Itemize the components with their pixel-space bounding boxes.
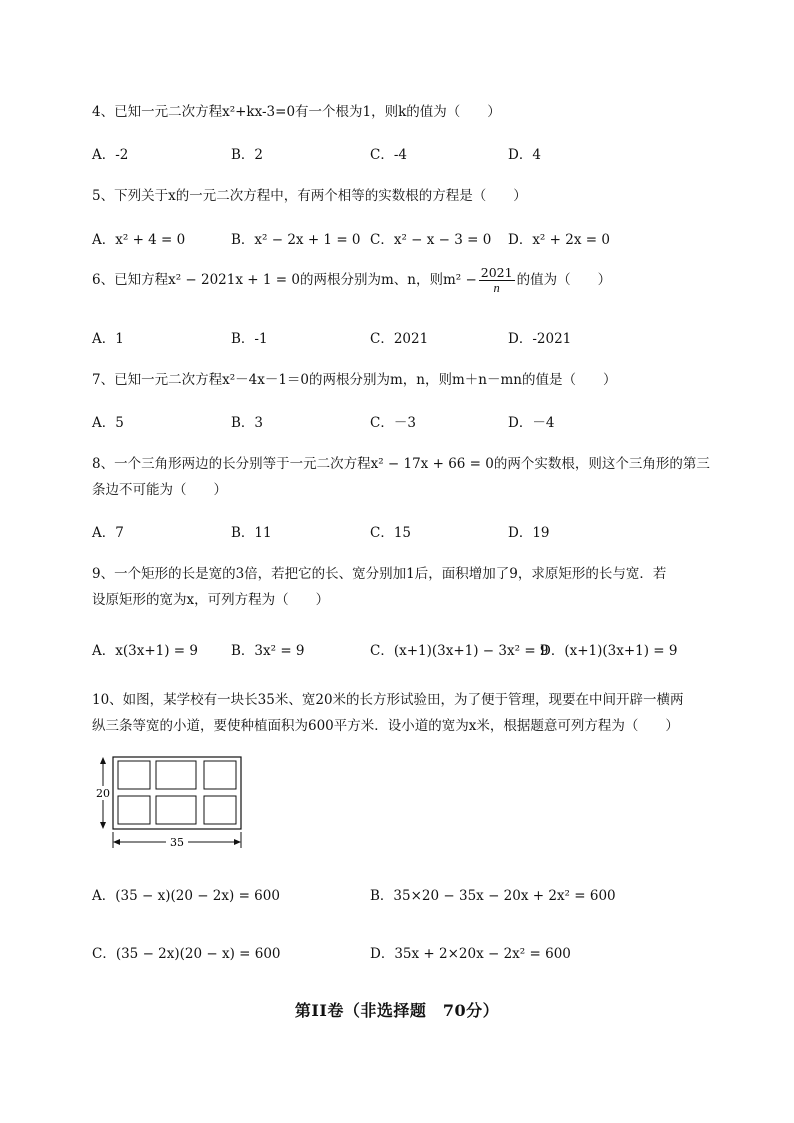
question-10-stem-line2: 纵三条等宽的小道，要使种植面积为600平方米．设小道的宽为x米，根据题意可列方程为（ ） (92, 718, 679, 734)
question-7-option-c: C．－3 (370, 415, 416, 431)
fraction-numerator: 2021 (480, 265, 513, 280)
question-8-option-b: B．11 (231, 525, 272, 541)
question-10-option-d: D．35x + 2×20x − 2x² = 600 (370, 946, 571, 962)
question-5-option-d: D．x² + 2x = 0 (508, 232, 610, 248)
question-7-option-a: A．5 (92, 415, 124, 431)
question-8-stem-line2: 条边不可能为（ ） (92, 482, 227, 498)
question-10-option-a: A．(35 − x)(20 − 2x) = 600 (92, 888, 280, 904)
plot-5 (156, 796, 196, 824)
plot-3 (204, 761, 236, 789)
question-5-stem: 5、下列关于x的一元二次方程中，有两个相等的实数根的方程是（ ） (92, 188, 527, 204)
question-9-option-c: C．(x+1)(3x+1) − 3x² = 9 (370, 643, 549, 659)
question-7-option-b: B．3 (231, 415, 264, 431)
question-10-stem-line1: 10、如图，某学校有一块长35米、宽20米的长方形试验田，为了便于管理，现要在中间开辟一横两 (92, 692, 684, 708)
height-label: 20 (96, 787, 110, 800)
question-10-option-b: B．35×20 − 35x − 20x + 2x² = 600 (370, 888, 616, 904)
question-7-stem: 7、已知一元二次方程x²－4x－1＝0的两根分别为m，n，则m＋n－mn的值是（ ） (92, 372, 617, 388)
question-5-option-c: C．x² − x − 3 = 0 (370, 232, 492, 248)
field-figure (92, 752, 252, 852)
question-4-option-c: C．-4 (370, 147, 407, 163)
question-6-option-a: A．1 (92, 331, 124, 347)
question-6-option-b: B．-1 (231, 331, 268, 347)
question-6-stem-pre: 6、已知方程x² − 2021x + 1 = 0的两根分别为m、n，则m² − (92, 272, 477, 288)
question-8-option-d: D．19 (508, 525, 550, 541)
question-6-stem (92, 266, 611, 295)
question-4-option-a: A．-2 (92, 147, 129, 163)
width-arrow-right-icon (234, 839, 241, 845)
question-8-option-c: C．15 (370, 525, 412, 541)
question-8-option-a: A．7 (92, 525, 124, 541)
question-6-stem-post: 的值为（ ） (516, 272, 612, 288)
question-8-stem-line1: 8、一个三角形两边的长分别等于一元二次方程x² − 17x + 66 = 0的两个实数根，则这个三角形的第三 (92, 456, 710, 472)
question-9-option-b: B．3x² = 9 (231, 643, 305, 659)
question-6-fraction (479, 266, 515, 295)
question-5-option-b: B．x² − 2x + 1 = 0 (231, 232, 361, 248)
plot-2 (156, 761, 196, 789)
width-label: 35 (170, 836, 184, 849)
question-6-option-c: C．2021 (370, 331, 429, 347)
section-title: 第II卷（非选择题 70分） (294, 1001, 500, 1020)
width-arrow-left-icon (113, 839, 120, 845)
plot-1 (118, 761, 150, 789)
question-5-option-a: A．x² + 4 = 0 (92, 232, 186, 248)
fraction-denominator: n (493, 281, 500, 295)
question-9-stem-line1: 9、一个矩形的长是宽的3倍，若把它的长、宽分别加1后，面积增加了9，求原矩形的长与宽．若 (92, 566, 667, 582)
plot-4 (118, 796, 150, 824)
height-arrow-down-icon (100, 822, 106, 829)
question-9-stem-line2: 设原矩形的宽为x，可列方程为（ ） (92, 592, 330, 608)
question-4-stem: 4、已知一元二次方程x²+kx-3=0有一个根为1，则k的值为（ ） (92, 104, 501, 120)
field-outline (113, 757, 241, 829)
question-6-option-d: D．-2021 (508, 331, 572, 347)
question-9-option-d: D．(x+1)(3x+1) = 9 (540, 643, 678, 659)
question-7-option-d: D．－4 (508, 415, 555, 431)
question-10-option-c: C．(35 − 2x)(20 − x) = 600 (92, 946, 281, 962)
question-4-option-d: D．4 (508, 147, 541, 163)
height-arrow-up-icon (100, 757, 106, 764)
question-4-option-b: B．2 (231, 147, 264, 163)
plot-6 (204, 796, 236, 824)
question-9-option-a: A．x(3x+1) = 9 (92, 643, 198, 659)
